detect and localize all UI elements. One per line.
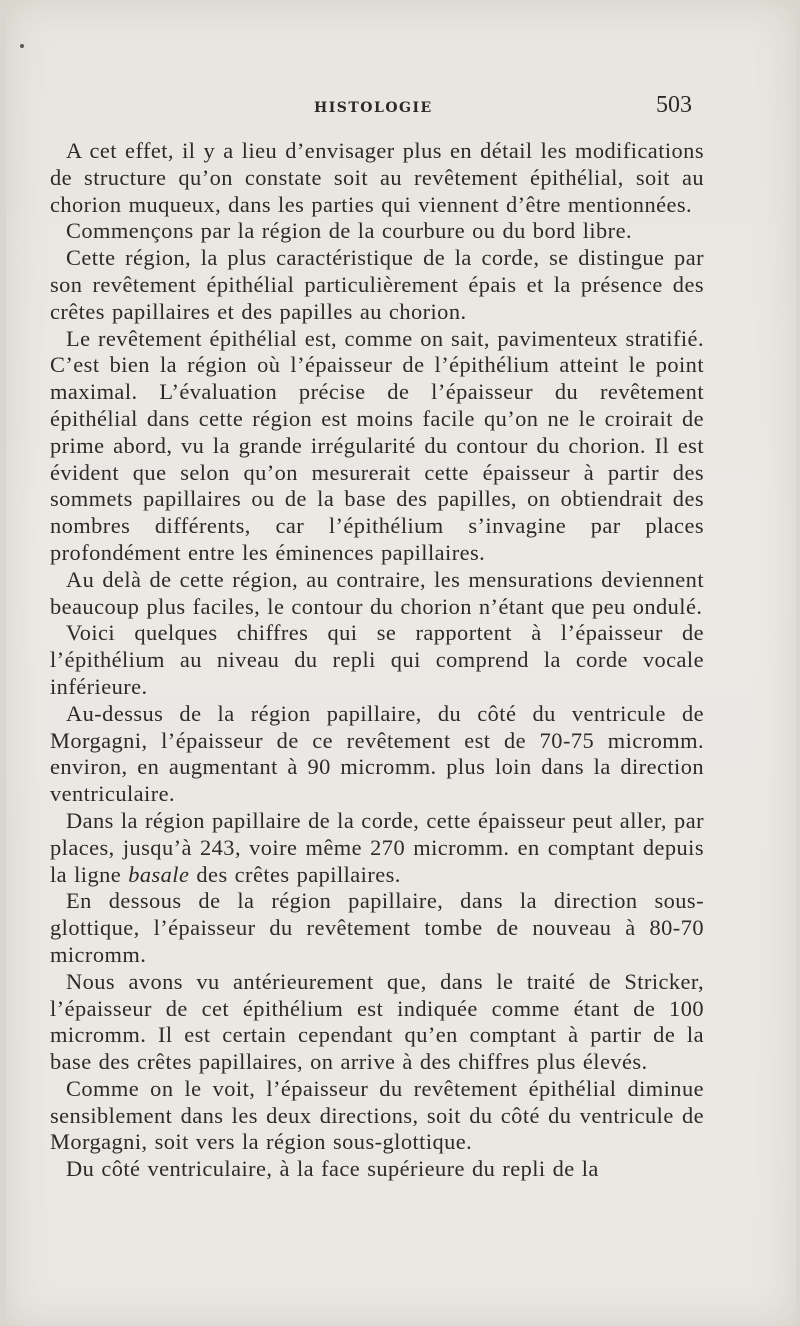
body-text	[50, 138, 704, 1183]
ink-spot	[20, 44, 24, 48]
paragraph: En dessous de la région papillaire, dans la direction sous-glottique, l’épaisseur du revêtement tombe de nouveau à 80-70 micromm.	[50, 888, 704, 967]
paragraph-text: des crêtes papillaires.	[189, 861, 401, 887]
paragraph: A cet effet, il y a lieu d’envisager plus en détail les modifications de structure qu’on constate soit au revêtement épithélial, soit au chorion muqueux, dans les parties qui viennent d’être mentionnées.	[50, 138, 704, 217]
paragraph-text: Dans la région papillaire de la corde, cette épaisseur peut aller, par places, jusqu’à 243, voire même 270 micromm. en comptant depuis la ligne	[50, 807, 704, 887]
running-title: HISTOLOGIE	[314, 100, 433, 116]
emphasis-text: basale	[128, 861, 190, 887]
paragraph: Cette région, la plus caractéristique de la corde, se distingue par son revêtement épithélial particulièrement épais et la présence des crêtes papillaires et des papilles au chorion.	[50, 245, 704, 324]
paragraph: Le revêtement épithélial est, comme on sait, pavimenteux stratifié. C’est bien la région où l’épaisseur de l’épithélium atteint le point maximal. L’évaluation précise de l’épaisseur du revêtement épithélial dans cette région est moins facile qu’on ne le croirait de prime abord, vu la grande irrégularité du contour du chorion. Il est évident que selon qu’on mesurerait cette épaisseur à partir des sommets papillaires ou de la base des papilles, on obtiendrait des nombres différents, car l’épithélium s’invagine par places profondément entre les éminences papillaires.	[50, 325, 704, 565]
paragraph: Voici quelques chiffres qui se rapportent à l’épaisseur de l’épithélium au niveau du repli qui comprend la corde vocale inférieure.	[50, 620, 704, 699]
paragraph	[50, 808, 704, 888]
paragraph: Comme on le voit, l’épaisseur du revêtement épithélial diminue sensiblement dans les deux directions, soit du côté du ventricule de Morgagni, soit vers la région sous-glottique.	[50, 1075, 704, 1155]
paragraph: Commençons par la région de la courbure ou du bord libre.	[66, 218, 633, 244]
paragraph: Au-dessus de la région papillaire, du côté du ventricule de Morgagni, l’épaisseur de ce revêtement est de 70-75 micromm. environ, en augmentant à 90 micromm. plus loin dans la direction ventriculaire.	[50, 700, 704, 807]
page-number: 503	[656, 92, 692, 118]
book-page	[6, 0, 796, 1326]
paragraph: Nous avons vu antérieurement que, dans le traité de Stricker, l’épaisseur de cet épithélium est indiquée comme étant de 100 micromm. Il est certain cependant qu’en comptant à partir de la base des crêtes papillaires, on arrive à des chiffres plus élevés.	[50, 968, 704, 1075]
page-header	[6, 92, 796, 122]
paragraph: Au delà de cette région, au contraire, les mensurations deviennent beaucoup plus faciles, le contour du chorion n’étant que peu ondulé.	[50, 566, 704, 619]
paragraph: Du côté ventriculaire, à la face supérieure du repli de la	[66, 1156, 599, 1182]
